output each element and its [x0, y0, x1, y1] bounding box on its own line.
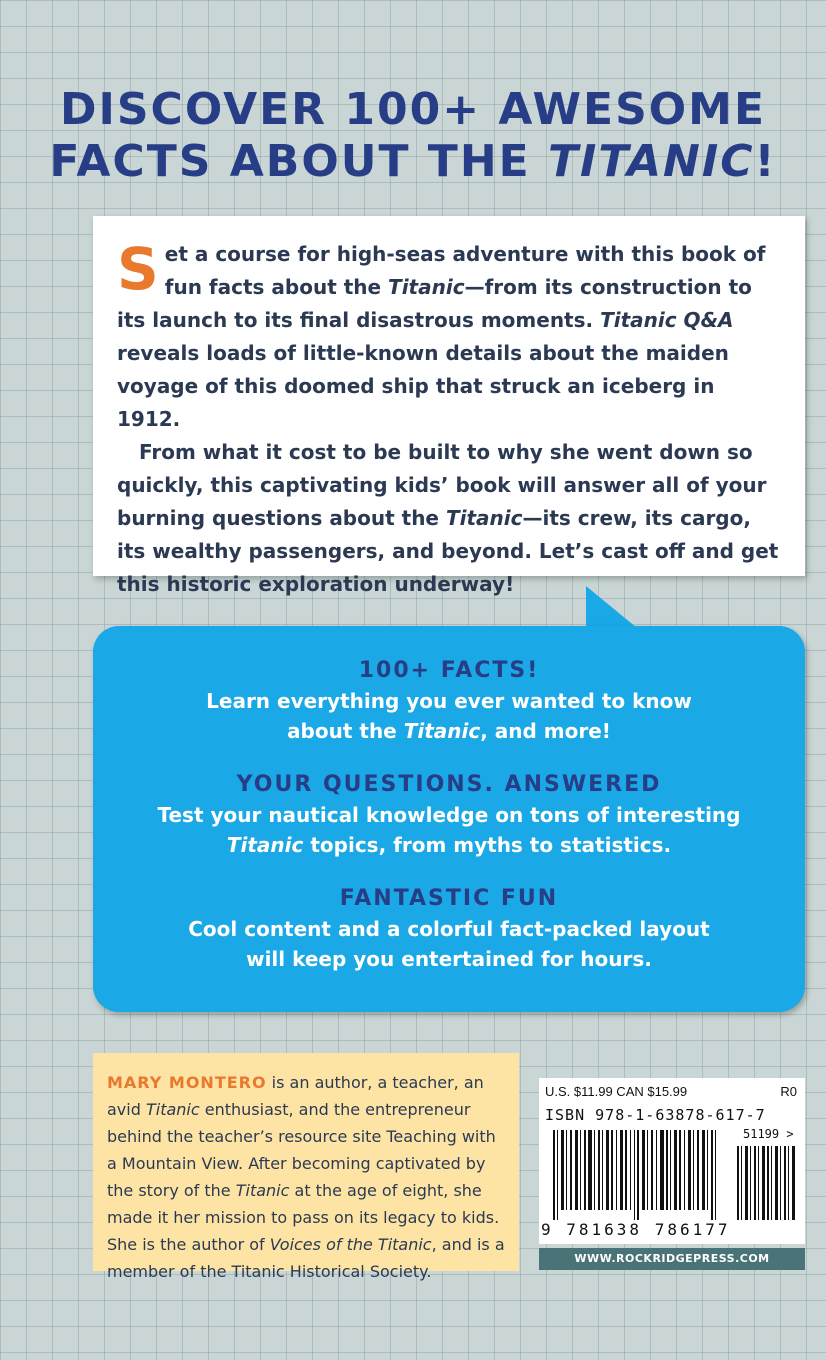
- price-code: R0: [780, 1084, 797, 1099]
- headline-line-2: FACTS ABOUT THE TITANIC!: [49, 136, 777, 187]
- publisher-website: WWW.ROCKRIDGEPRESS.COM: [539, 1248, 805, 1270]
- drop-cap: S: [117, 235, 159, 303]
- isbn-text: ISBN 978-1-63878-617-7: [545, 1106, 766, 1124]
- feature-body-line: will keep you entertained for hours.: [246, 947, 652, 971]
- headline-line-1: DISCOVER 100+ AWESOME: [59, 84, 767, 135]
- author-bio: MARY MONTERO is an author, a teacher, an avid Titanic enthusiast, and the entrepreneur behind the teacher’s resource site Teaching with a Mountain View. After becoming captivated by the story of the Titanic at the age of eight, she made it her mission to pass on its legacy to kids. She is the author of Voices of the Titanic, and is a member of the Titanic Historical Society.: [93, 1053, 519, 1271]
- barcode-graphic: [539, 1130, 805, 1222]
- feature-body-line: Titanic topics, from myths to statistics.: [226, 833, 672, 857]
- intro-paragraph-2: From what it cost to be built to why she went down so quickly, this captivating kids’ book will answer all of your burning questions about the Titanic—its crew, its cargo, its wealthy passengers, and beyond. Let’s cast off and get this historic exploration underway!: [117, 440, 779, 596]
- feature-body-line: Learn everything you ever wanted to know: [206, 689, 692, 713]
- feature-body-line: about the Titanic, and more!: [287, 719, 611, 743]
- author-name: MARY MONTERO: [107, 1073, 267, 1092]
- barcode-box: [539, 1078, 805, 1244]
- feature-title: 100+ FACTS!: [358, 658, 540, 683]
- features-bubble: [93, 626, 805, 1012]
- price-text: U.S. $11.99 CAN $15.99: [545, 1084, 688, 1099]
- feature-title: FANTASTIC FUN: [339, 886, 559, 911]
- intro-text-box: [93, 216, 805, 596]
- ean-digits: 9 781638 786177: [541, 1220, 731, 1239]
- supplement-digits: 51199 >: [743, 1127, 794, 1141]
- intro-paragraph-1: Set a course for high-seas adventure with this book of fun facts about the Titanic—from its construction to its launch to its final disastrous moments. Titanic Q&A reveals loads of little-known details about the maiden voyage of this doomed ship that struck an iceberg in 1912.: [117, 235, 766, 431]
- feature-body-line: Test your nautical knowledge on tons of interesting: [157, 803, 741, 827]
- feature-fun: [93, 884, 805, 974]
- feature-facts: [93, 656, 805, 746]
- feature-questions: [93, 770, 805, 860]
- price-row: [545, 1084, 799, 1099]
- headline: [0, 84, 826, 188]
- feature-title: YOUR QUESTIONS. ANSWERED: [236, 772, 662, 797]
- feature-body-line: Cool content and a colorful fact-packed layout: [188, 917, 710, 941]
